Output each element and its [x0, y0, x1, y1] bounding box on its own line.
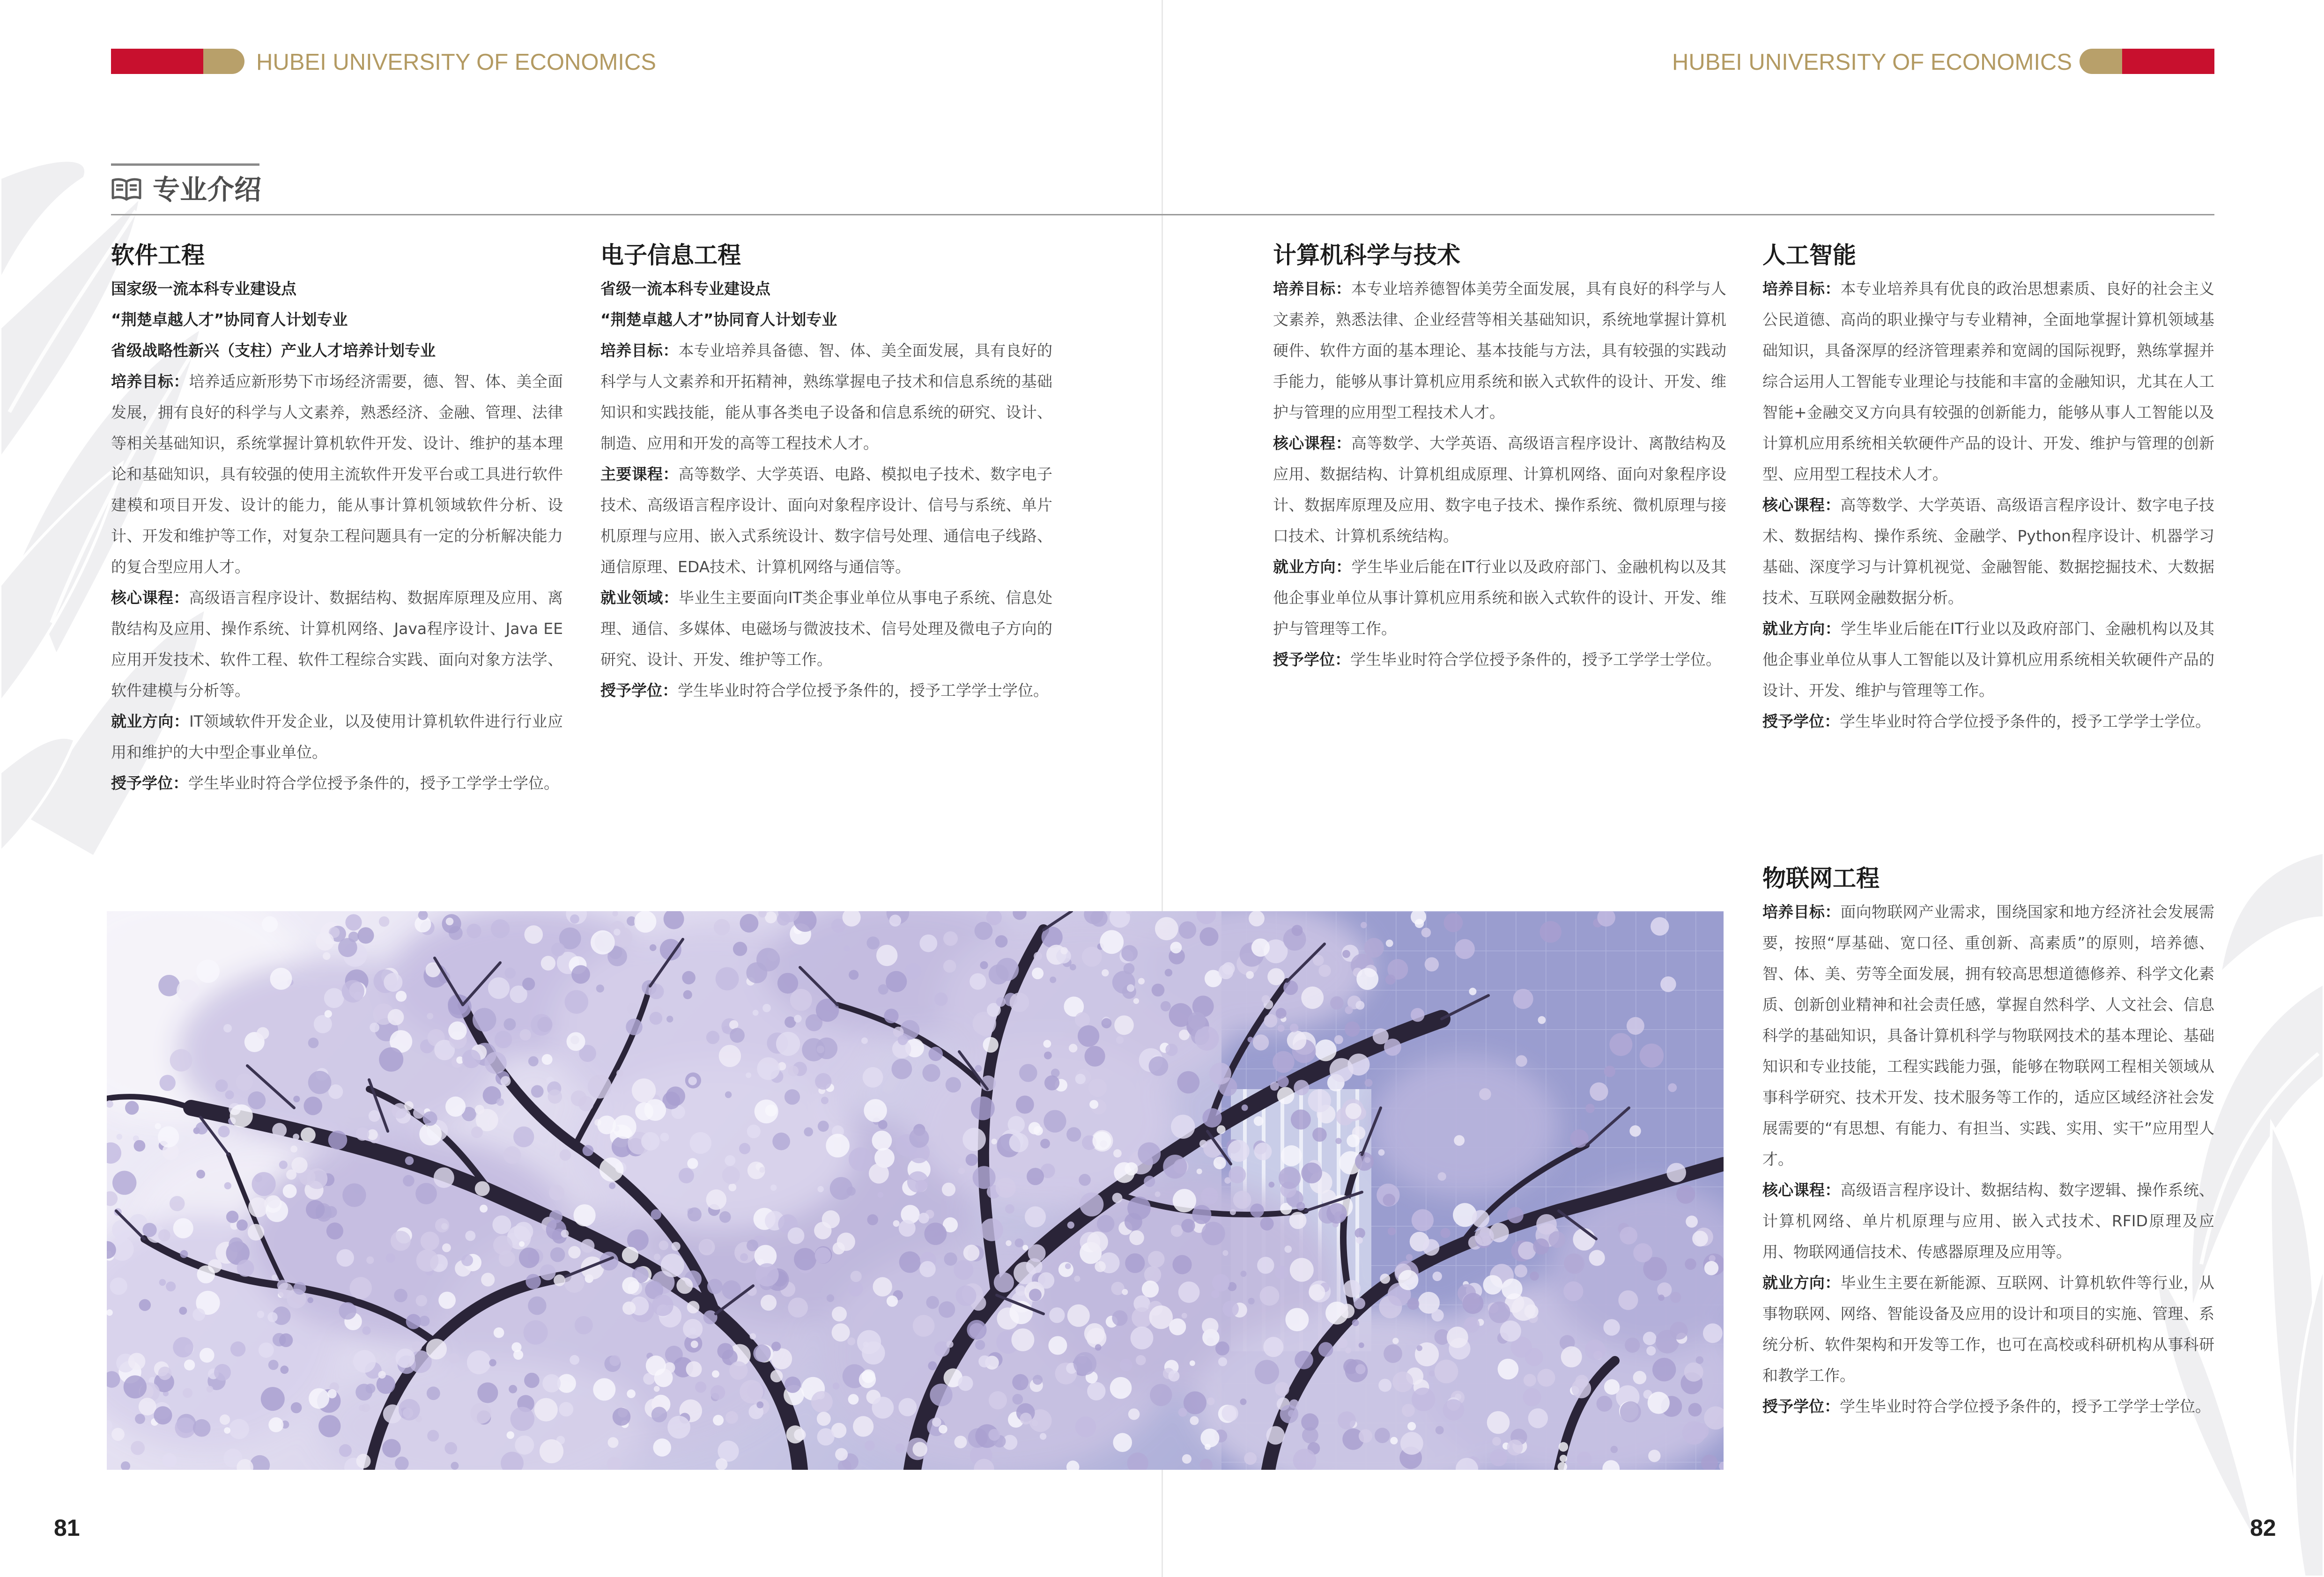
career-direction	[1762, 1267, 2214, 1391]
major-title: 人工智能	[1762, 242, 1856, 269]
degree	[600, 675, 1052, 706]
para-label: 授予学位：	[111, 774, 188, 792]
para-label: 核心课程：	[1273, 434, 1351, 452]
para-label: 主要课程：	[600, 465, 679, 483]
header-right-gold-bar	[2080, 49, 2122, 74]
para-text: 学生毕业时符合学位授予条件的，授予工学学士学位。	[678, 681, 1049, 700]
honor-line: 省级一流本科专业建设点	[600, 280, 770, 298]
major-title: 计算机科学与技术	[1273, 242, 1460, 269]
para-text: 学生毕业时符合学位授予条件的，授予工学学士学位。	[188, 774, 559, 792]
para-text: 毕业生主要面向IT类企事业单位从事电子系统、信息处理、通信、多媒体、电磁场与微波技术、信号处理及微电子方向的研究、设计、开发、维护等工作。	[600, 589, 1053, 669]
para-text: 本专业培养具备德、智、体、美全面发展，具有良好的科学与人文素养和开拓精神，熟练掌握电子技术和信息系统的基础知识和实践技能，能从事各类电子设备和信息系统的研究、设计、制造、应用和开发的高等工程技术人才。	[600, 341, 1053, 452]
honor-line: 国家级一流本科专业建设点	[111, 280, 296, 298]
para-label: 核心课程：	[111, 589, 189, 607]
major-title: 电子信息工程	[600, 242, 741, 269]
section-title: 专业介绍	[153, 174, 262, 206]
career-direction	[1762, 613, 2214, 706]
para-label: 授予学位：	[1273, 650, 1350, 669]
para-label: 授予学位：	[600, 681, 678, 700]
header-right-title: HUBEI UNIVERSITY OF ECONOMICS	[1672, 50, 2072, 75]
para-label: 授予学位：	[1762, 712, 1840, 730]
honor-line: “荆楚卓越人才”协同育人计划专业	[600, 310, 837, 329]
para-text: 毕业生主要在新能源、互联网、计算机软件等行业，从事物联网、网络、智能设备及应用的设计和项目的实施、管理、系统分析、软件架构和开发等工作，也可在高校或科研机构从事科研和教学工作。	[1762, 1274, 2215, 1385]
header-left-red-bar	[111, 49, 203, 74]
para-label: 就业方向：	[1762, 619, 1841, 638]
para-text: 高级语言程序设计、数据结构、数字逻辑、操作系统、计算机网络、单片机原理与应用、嵌入式技术、RFID原理及应用、物联网通信技术、传感器原理及应用等。	[1762, 1181, 2215, 1261]
honor-line: 省级战略性新兴（支柱）产业人才培养计划专业	[111, 341, 436, 360]
core-courses	[1273, 428, 1726, 552]
degree	[1273, 644, 1726, 675]
para-text: 培养适应新形势下市场经济需要，德、智、体、美全面发展，拥有良好的科学与人文素养，熟悉经济、金融、管理、法律等相关基础知识，系统掌握计算机软件开发、设计、维护的基本理论和基础知识，具有较强的使用主流软件开发平台或工具进行软件建模和项目开发、设计的能力，能从事计算机领域软件分析、设计、开发和维护等工作，对复杂工程问题具有一定的分析解决能力的复合型应用人才。	[111, 372, 563, 576]
para-label: 培养目标：	[1762, 903, 1841, 921]
header-right-red-bar	[2122, 49, 2214, 74]
page-number-left: 81	[54, 1515, 80, 1541]
para-label: 培养目标：	[111, 372, 189, 391]
honor-line: “荆楚卓越人才”协同育人计划专业	[111, 310, 348, 329]
major-title: 物联网工程	[1762, 865, 1880, 892]
page-number-right: 82	[2250, 1515, 2276, 1541]
para-text: 学生毕业后能在IT行业以及政府部门、金融机构以及其他企事业单位从事计算机应用系统和嵌入式软件的设计、开发、维护与管理等工作。	[1273, 558, 1727, 638]
degree	[1762, 706, 2214, 737]
para-text: 高等数学、大学英语、高级语言程序设计、离散结构及应用、数据结构、计算机组成原理、计算机网络、面向对象程序设计、数据库原理及应用、数字电子技术、操作系统、微机原理与接口技术、计算机系统结构。	[1273, 434, 1727, 545]
para-text: 学生毕业时符合学位授予条件的，授予工学学士学位。	[1840, 712, 2211, 730]
major-artificial-intelligence	[1762, 237, 2214, 737]
major-iot	[1762, 860, 2214, 1422]
career-field	[600, 582, 1052, 675]
training-goal	[1762, 273, 2214, 490]
section-title-overline	[111, 163, 259, 166]
degree	[111, 768, 563, 799]
para-text: 面向物联网产业需求，围绕国家和地方经济社会发展需要，按照“厚基础、宽口径、重创新、高素质”的原则，培养德、智、体、美、劳等全面发展，拥有较高思想道德修养、科学文化素质、创新创业精神和社会责任感，掌握自然科学、人文社会、信息科学的基础知识，具备计算机科学与物联网技术的基本理论、基础知识和专业技能，工程实践能力强，能够在物联网工程相关领域从事科学研究、技术开发、技术服务等工作的，适应区域经济社会发展需要的“有思想、有能力、有担当、实践、实用、实干”应用型人才。	[1762, 903, 2215, 1168]
training-goal	[1762, 897, 2214, 1175]
para-text: 本专业培养具有优良的政治思想素质、良好的社会主义公民道德、高尚的职业操守与专业精神，全面地掌握计算机领域基础知识，具备深厚的经济管理素养和宽阔的国际视野，熟练掌握并综合运用人工智能专业理论与技能和丰富的金融知识，尤其在人工智能+金融交叉方向具有较强的创新能力，能够从事人工智能以及计算机应用系统相关软硬件产品的设计、开发、维护与管理的创新型、应用型工程技术人才。	[1762, 280, 2215, 483]
core-courses	[1762, 1175, 2214, 1267]
career-direction	[1273, 552, 1726, 644]
major-software	[111, 237, 563, 799]
header-left-title: HUBEI UNIVERSITY OF ECONOMICS	[256, 50, 656, 75]
main-courses	[600, 459, 1052, 582]
para-label: 培养目标：	[600, 341, 679, 360]
para-label: 就业方向：	[1762, 1274, 1841, 1292]
para-text: 高级语言程序设计、数据结构、数据库原理及应用、离散结构及应用、操作系统、计算机网络、Java程序设计、Java EE应用开发技术、软件工程、软件工程综合实践、面向对象方法学、软件建模与分析等。	[111, 589, 563, 700]
core-courses	[111, 582, 563, 706]
photo-canvas	[107, 911, 1724, 1470]
major-computer-science	[1273, 237, 1726, 675]
career-direction	[111, 706, 563, 768]
para-label: 核心课程：	[1762, 1181, 1841, 1199]
para-label: 就业方向：	[111, 712, 189, 730]
para-label: 就业方向：	[1273, 558, 1352, 576]
para-text: 本专业培养德智体美劳全面发展，具有良好的科学与人文素养，熟悉法律、企业经营等相关基础知识，系统地掌握计算机硬件、软件方面的基本理论、基本技能与方法，具有较强的实践动手能力，能够从事计算机应用系统和嵌入式软件的设计、开发、维护与管理的应用型工程技术人才。	[1273, 280, 1727, 421]
para-text: IT领域软件开发企业，以及使用计算机软件进行行业应用和维护的大中型企事业单位。	[111, 712, 563, 761]
core-courses	[1762, 490, 2214, 613]
major-title: 软件工程	[111, 242, 205, 269]
para-text: 学生毕业时符合学位授予条件的，授予工学学士学位。	[1350, 650, 1721, 669]
training-goal	[1273, 273, 1726, 428]
para-label: 核心课程：	[1762, 496, 1841, 514]
header-left-gold-bar	[203, 49, 244, 74]
major-electronic	[600, 237, 1052, 706]
para-text: 高等数学、大学英语、高级语言程序设计、数字电子技术、数据结构、操作系统、金融学、Python程序设计、机器学习基础、深度学习与计算机视觉、金融智能、数据挖掘技术、大数据技术、互联网金融数据分析。	[1762, 496, 2215, 607]
para-label: 培养目标：	[1762, 280, 1841, 298]
degree	[1762, 1391, 2214, 1422]
para-label: 授予学位：	[1762, 1397, 1840, 1415]
cherry-blossom-photo	[107, 911, 1724, 1470]
para-text: 高等数学、大学英语、电路、模拟电子技术、数字电子技术、高级语言程序设计、面向对象程序设计、信号与系统、单片机原理与应用、嵌入式系统设计、数字信号处理、通信电子线路、通信原理、EDA技术、计算机网络与通信等。	[600, 465, 1053, 576]
section-divider	[111, 214, 2214, 215]
para-label: 就业领域：	[600, 589, 679, 607]
para-label: 培养目标：	[1273, 280, 1351, 298]
book-icon	[111, 176, 142, 202]
para-text: 学生毕业时符合学位授予条件的，授予工学学士学位。	[1840, 1397, 2211, 1415]
training-goal	[111, 366, 563, 582]
training-goal	[600, 335, 1052, 459]
para-text: 学生毕业后能在IT行业以及政府部门、金融机构以及其他企事业单位从事人工智能以及计算机应用系统相关软硬件产品的设计、开发、维护与管理等工作。	[1762, 619, 2215, 700]
